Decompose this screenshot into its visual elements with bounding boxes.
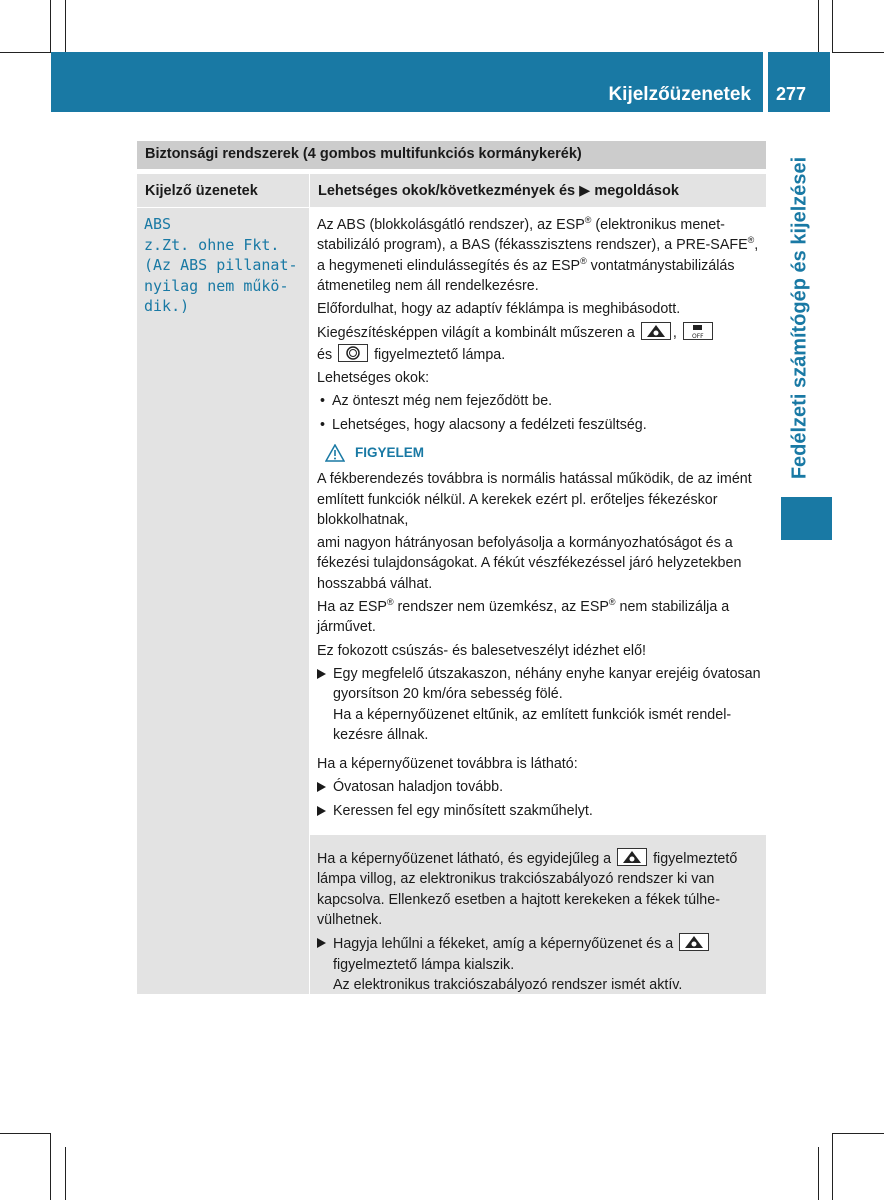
chapter-title: Kijelzőüzenetek: [608, 84, 751, 105]
esp-warning-icon: [617, 848, 647, 866]
side-tab-marker: [781, 497, 832, 540]
crop-mark: [832, 52, 884, 53]
action-text: Az elektronikus trakciószabályozó rendszer ismét aktív.: [333, 976, 683, 993]
registered-mark: ®: [580, 255, 587, 266]
paragraph-traction-off: [317, 848, 762, 930]
registered-mark: ®: [584, 215, 592, 226]
warning-box: [325, 443, 762, 463]
text: , a hegymeneti elindulássegítés és az ESP: [317, 237, 759, 274]
crop-mark: [65, 1147, 66, 1200]
text: rendszer nem üzemkész, az ESP: [393, 599, 609, 616]
registered-mark: ®: [386, 597, 394, 608]
warning-triangle-icon: [325, 444, 345, 462]
text: ,: [672, 325, 677, 342]
crop-mark: [818, 1147, 819, 1200]
paragraph-possible-causes: Lehetséges okok:: [317, 370, 430, 387]
column-header-display: [137, 174, 309, 207]
crop-mark: [50, 1133, 51, 1200]
display-message-cell: [137, 208, 309, 994]
text: Az ABS (blokkolásgátló rendszer), az ESP: [317, 217, 585, 233]
display-message: ABS z.Zt. ohne Fkt. (Az ABS pillanat- nyilag nem műkö- dik.): [144, 215, 298, 315]
warning-paragraph: Ez fokozott csúszás- és balesetveszélyt idézhet elő!: [317, 642, 646, 659]
paragraph-still-visible: Ha a képernyőüzenet továbbra is látható:: [317, 756, 578, 773]
action-text: Ha a képernyőüzenet eltűnik, az említett funkciók ismét rendelkezésre állnak.: [333, 706, 732, 743]
crop-mark: [818, 0, 819, 52]
side-chapter-title-text: Fedélzeti számítógép és kijelzései: [788, 156, 811, 479]
crop-mark: [50, 0, 51, 52]
paragraph-brake-lamp: Előfordulhat, hogy az adaptív féklámpa is meghibásodott.: [317, 301, 681, 318]
registered-mark: ®: [608, 597, 616, 608]
action-item: [317, 664, 762, 745]
crop-mark: [832, 1133, 833, 1200]
text: vontatmánystabilizálás átmenetileg nem áll rendelkezésre.: [317, 257, 735, 294]
bullet-item: • Az önteszt még nem fejeződött be.: [317, 391, 762, 411]
side-chapter-title: [773, 145, 827, 490]
text: Ha az ESP: [317, 599, 387, 616]
bullet-item: • Lehetséges, hogy alacsony a fedélzeti feszültség.: [317, 415, 762, 435]
esp-off-icon: [683, 322, 713, 340]
action-arrow-icon: [317, 938, 326, 948]
page-number: 277: [776, 84, 807, 104]
crop-mark: [832, 1133, 884, 1134]
crop-mark: [0, 52, 51, 53]
warning-label: FIGYELEM: [355, 444, 425, 460]
registered-mark: ®: [747, 235, 755, 246]
warning-paragraph: A fékberendezés továbbra is normális hatással működik, de az imént említett funkciók nélkül. A kerekek ezért pl. erőteljes fékezéskor blokkolhatnak,: [317, 471, 752, 528]
text: nem stabilizálja a járművet.: [317, 599, 730, 636]
action-text: Hagyja lehűlni a fékeket, amíg a képernyőüzenet és a: [333, 936, 674, 953]
action-item: [317, 777, 762, 797]
action-text: Egy megfelelő útszakaszon, néhány enyhe kanyar erejéig óvatosan gyorsítson 20 km/óra sebesség fölé.: [333, 665, 761, 703]
section-title: Biztonsági rendszerek (4 gombos multifunkciós kormánykerék): [145, 146, 582, 162]
page-number-box: [768, 52, 830, 112]
svg-text:OFF: OFF: [691, 333, 704, 340]
causes-content: [317, 215, 762, 998]
paragraph-systems-unavailable: [317, 215, 762, 296]
action-text: figyelmeztető lámpa kialszik.: [333, 956, 515, 973]
header-bar: [51, 52, 763, 112]
warning-paragraph: [317, 597, 762, 638]
text: (elektronikus menetstabilizáló program), a BAS (fékasszisztens rendszer), a PRE-SAFE: [317, 217, 748, 254]
paragraph-warning-lamps: [317, 322, 762, 365]
text: figyelmeztető lámpa villog, az elektronikus trakciószabályozó rendszer ki van kapcsolva. Ellenkező esetben a hajtott kerekeken a fékek túlhevülhetnek.: [317, 851, 738, 928]
action-arrow-icon: [317, 782, 326, 792]
text: Ha a képernyőüzenet látható, és egyidejűleg a: [317, 851, 612, 868]
crop-mark: [832, 0, 833, 52]
action-arrow-icon: [317, 806, 326, 816]
text: és: [317, 346, 333, 363]
column-header-causes-label: Lehetséges okok/következmények és ▶ megoldások: [318, 183, 679, 199]
esp-warning-icon: [641, 322, 671, 340]
table-section-header: [137, 141, 766, 169]
abs-warning-icon: [338, 344, 368, 362]
text: Kiegészítésképpen világít a kombinált műszeren a: [317, 325, 635, 342]
action-item: [317, 933, 762, 995]
action-text: Keressen fel egy minősített szakműhelyt.: [333, 802, 593, 819]
action-item: [317, 801, 762, 821]
column-header-causes: [310, 174, 766, 207]
warning-paragraph: ami nagyon hátrányosan befolyásolja a kormányozhatóságot és a fékezési tulajdonságokat. A fékút vészfékezéssel járó helyzetekben hosszabbá válhat.: [317, 535, 742, 592]
text: figyelmeztető lámpa.: [374, 346, 506, 363]
crop-mark: [0, 1133, 51, 1134]
action-text: Óvatosan haladjon tovább.: [333, 779, 504, 796]
crop-mark: [65, 0, 66, 52]
action-arrow-icon: [317, 669, 326, 679]
esp-warning-icon: [679, 933, 709, 951]
column-header-display-label: Kijelző üzenetek: [145, 183, 258, 199]
